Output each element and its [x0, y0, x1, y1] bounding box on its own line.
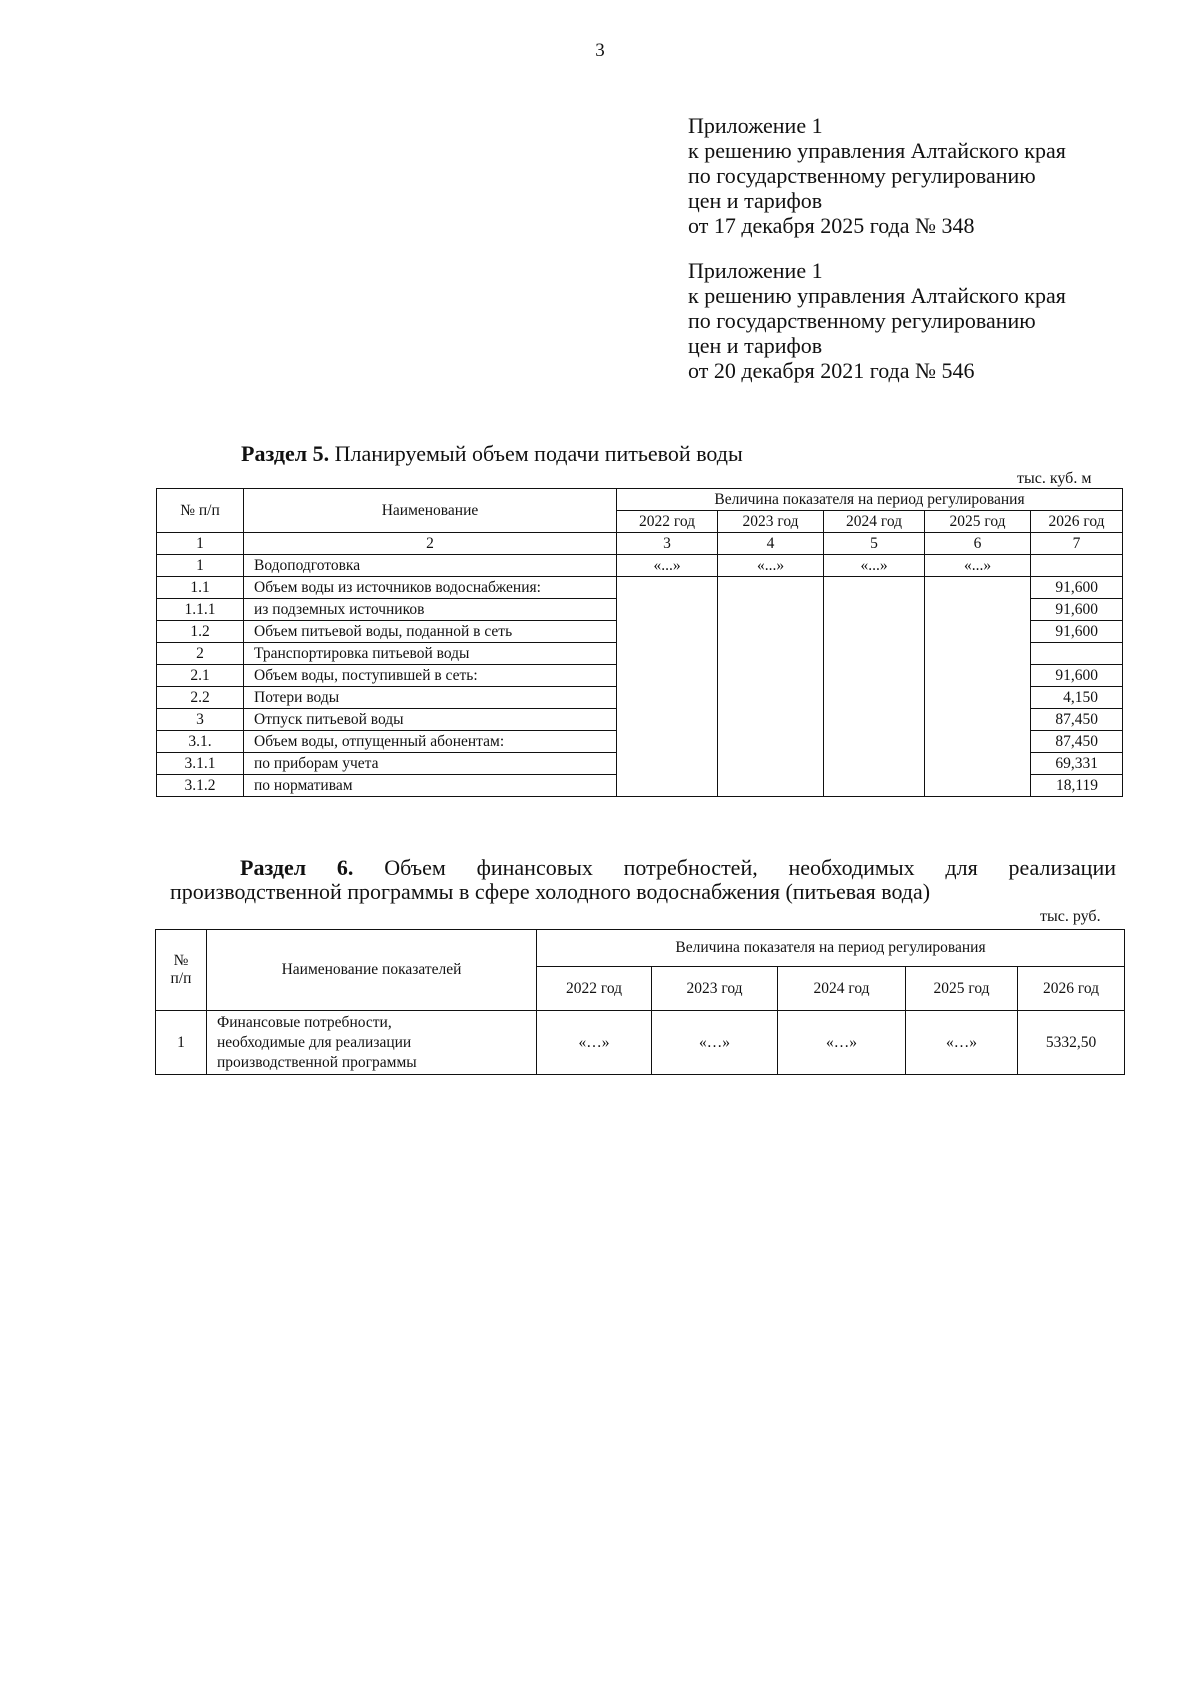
table-row [156, 1011, 1125, 1075]
table-row [157, 775, 1123, 797]
row-name: из подземных источников [244, 599, 617, 621]
appendix-heading-current [688, 113, 1066, 238]
empty-cell [718, 599, 824, 621]
table-row [157, 643, 1123, 665]
section6-title-line1 [170, 856, 1116, 880]
empty-cell [824, 665, 925, 687]
header-year: 2022 год [617, 511, 718, 533]
table-row [157, 577, 1123, 599]
row-value-2026 [1031, 555, 1123, 577]
row-num: 3.1.2 [157, 775, 244, 797]
header-year: 2025 год [906, 967, 1018, 1011]
header-num: № п/п [157, 489, 244, 533]
empty-cell [617, 621, 718, 643]
appendix-line: цен и тарифов [688, 333, 823, 358]
column-number: 6 [925, 533, 1031, 555]
table-row [157, 753, 1123, 775]
placeholder-cell: «…» [906, 1011, 1018, 1075]
water-volume-table [156, 488, 1123, 797]
row-name: Объем воды, поступившей в сеть: [244, 665, 617, 687]
empty-cell [617, 753, 718, 775]
placeholder-cell: «...» [824, 555, 925, 577]
empty-cell [617, 577, 718, 599]
empty-cell [718, 687, 824, 709]
row-name: Потери воды [244, 687, 617, 709]
empty-cell [718, 577, 824, 599]
row-num: 1.1.1 [157, 599, 244, 621]
row-value-2026: 91,600 [1031, 599, 1123, 621]
row-value-2026: 87,450 [1031, 731, 1123, 753]
row-num: 1 [157, 555, 244, 577]
empty-cell [718, 709, 824, 731]
empty-cell [617, 599, 718, 621]
placeholder-cell: «…» [778, 1011, 906, 1075]
row-name: Транспортировка питьевой воды [244, 643, 617, 665]
row-name [207, 1011, 537, 1075]
header-year: 2025 год [925, 511, 1031, 533]
header-year: 2024 год [778, 967, 906, 1011]
row-value-2026: 18,119 [1031, 775, 1123, 797]
empty-cell [925, 577, 1031, 599]
row-num: 3.1. [157, 731, 244, 753]
section5-unit: тыс. куб. м [1017, 470, 1092, 487]
column-number: 7 [1031, 533, 1123, 555]
empty-cell [824, 775, 925, 797]
empty-cell [925, 643, 1031, 665]
row-value-2026: 69,331 [1031, 753, 1123, 775]
empty-cell [824, 731, 925, 753]
row-num: 1.2 [157, 621, 244, 643]
row-name: Объем воды, отпущенный абонентам: [244, 731, 617, 753]
header-num-line: № [173, 952, 189, 969]
header-year: 2026 год [1018, 967, 1125, 1011]
row-name-line: необходимые для реализации [217, 1033, 412, 1051]
placeholder-cell: «…» [537, 1011, 652, 1075]
empty-cell [617, 709, 718, 731]
placeholder-cell: «…» [652, 1011, 778, 1075]
empty-cell [718, 643, 824, 665]
row-name-line: Финансовые потребности, [217, 1013, 392, 1031]
column-number: 2 [244, 533, 617, 555]
row-value-2026: 4,150 [1031, 687, 1123, 709]
appendix-line: по государственному регулированию [688, 308, 1036, 333]
empty-cell [718, 753, 824, 775]
empty-cell [925, 687, 1031, 709]
empty-cell [824, 577, 925, 599]
header-name: Наименование показателей [207, 930, 537, 1011]
appendix-line: Приложение 1 [688, 113, 823, 138]
row-value-2026: 5332,50 [1018, 1011, 1125, 1075]
appendix-line: Приложение 1 [688, 258, 823, 283]
section5-title-bold: Раздел 5. [241, 441, 330, 466]
appendix-line: цен и тарифов [688, 188, 823, 213]
column-number: 1 [157, 533, 244, 555]
table-row [157, 555, 1123, 577]
header-period: Величина показателя на период регулирования [537, 930, 1125, 967]
appendix-line: от 17 декабря 2025 года № 348 [688, 213, 975, 238]
row-name: Отпуск питьевой воды [244, 709, 617, 731]
placeholder-cell: «...» [617, 555, 718, 577]
empty-cell [925, 599, 1031, 621]
appendix-line: от 20 декабря 2021 года № 546 [688, 358, 975, 383]
header-period: Величина показателя на период регулирования [617, 489, 1123, 511]
empty-cell [824, 687, 925, 709]
page-number: 3 [595, 40, 605, 61]
empty-cell [718, 775, 824, 797]
row-value-2026: 91,600 [1031, 665, 1123, 687]
empty-cell [925, 709, 1031, 731]
row-name: Объем питьевой воды, поданной в сеть [244, 621, 617, 643]
header-year: 2023 год [718, 511, 824, 533]
empty-cell [617, 775, 718, 797]
section6-title-text: Объем финансовых потребностей, необходимых для реализации [353, 855, 1116, 880]
section6-title [170, 856, 1116, 904]
table-row [157, 621, 1123, 643]
section6-unit: тыс. руб. [1040, 908, 1101, 925]
empty-cell [824, 643, 925, 665]
empty-cell [925, 621, 1031, 643]
header-num-line: п/п [170, 970, 192, 987]
empty-cell [617, 687, 718, 709]
empty-cell [925, 775, 1031, 797]
row-num: 1 [156, 1011, 207, 1075]
empty-cell [824, 709, 925, 731]
section6-title-line2: производственной программы в сфере холодного водоснабжения (питьевая вода) [170, 879, 931, 904]
row-value-2026: 91,600 [1031, 577, 1123, 599]
appendix-heading-original [688, 258, 1066, 383]
row-num: 2.1 [157, 665, 244, 687]
section6-title-bold: Раздел 6. [240, 855, 354, 880]
row-value-2026: 87,450 [1031, 709, 1123, 731]
placeholder-cell: «...» [718, 555, 824, 577]
row-num: 2 [157, 643, 244, 665]
row-num: 3.1.1 [157, 753, 244, 775]
empty-cell [617, 731, 718, 753]
empty-cell [824, 753, 925, 775]
empty-cell [824, 621, 925, 643]
appendix-line: к решению управления Алтайского края [688, 138, 1066, 163]
empty-cell [718, 731, 824, 753]
empty-cell [925, 731, 1031, 753]
row-num: 2.2 [157, 687, 244, 709]
row-name: по приборам учета [244, 753, 617, 775]
row-num: 3 [157, 709, 244, 731]
placeholder-cell: «...» [925, 555, 1031, 577]
column-number: 4 [718, 533, 824, 555]
table-row [157, 665, 1123, 687]
appendix-line: к решению управления Алтайского края [688, 283, 1066, 308]
empty-cell [718, 665, 824, 687]
row-name: Объем воды из источников водоснабжения: [244, 577, 617, 599]
row-name: Водоподготовка [244, 555, 617, 577]
row-name: по нормативам [244, 775, 617, 797]
row-value-2026 [1031, 643, 1123, 665]
column-number-row [157, 533, 1123, 555]
header-year: 2026 год [1031, 511, 1123, 533]
table-row [157, 709, 1123, 731]
appendix-line: по государственному регулированию [688, 163, 1036, 188]
section5-title [241, 441, 743, 467]
financial-needs-table [155, 929, 1125, 1075]
row-value-2026: 91,600 [1031, 621, 1123, 643]
header-year: 2022 год [537, 967, 652, 1011]
empty-cell [824, 599, 925, 621]
empty-cell [617, 643, 718, 665]
empty-cell [718, 621, 824, 643]
table-row [157, 599, 1123, 621]
header-year: 2024 год [824, 511, 925, 533]
row-name-line: производственной программы [217, 1053, 417, 1071]
column-number: 5 [824, 533, 925, 555]
row-num: 1.1 [157, 577, 244, 599]
header-year: 2023 год [652, 967, 778, 1011]
empty-cell [925, 753, 1031, 775]
column-number: 3 [617, 533, 718, 555]
header-name: Наименование [244, 489, 617, 533]
table-row [157, 731, 1123, 753]
header-num [156, 930, 207, 1011]
empty-cell [617, 665, 718, 687]
empty-cell [925, 665, 1031, 687]
section5-title-text: Планируемый объем подачи питьевой воды [329, 441, 743, 466]
table-row [157, 687, 1123, 709]
